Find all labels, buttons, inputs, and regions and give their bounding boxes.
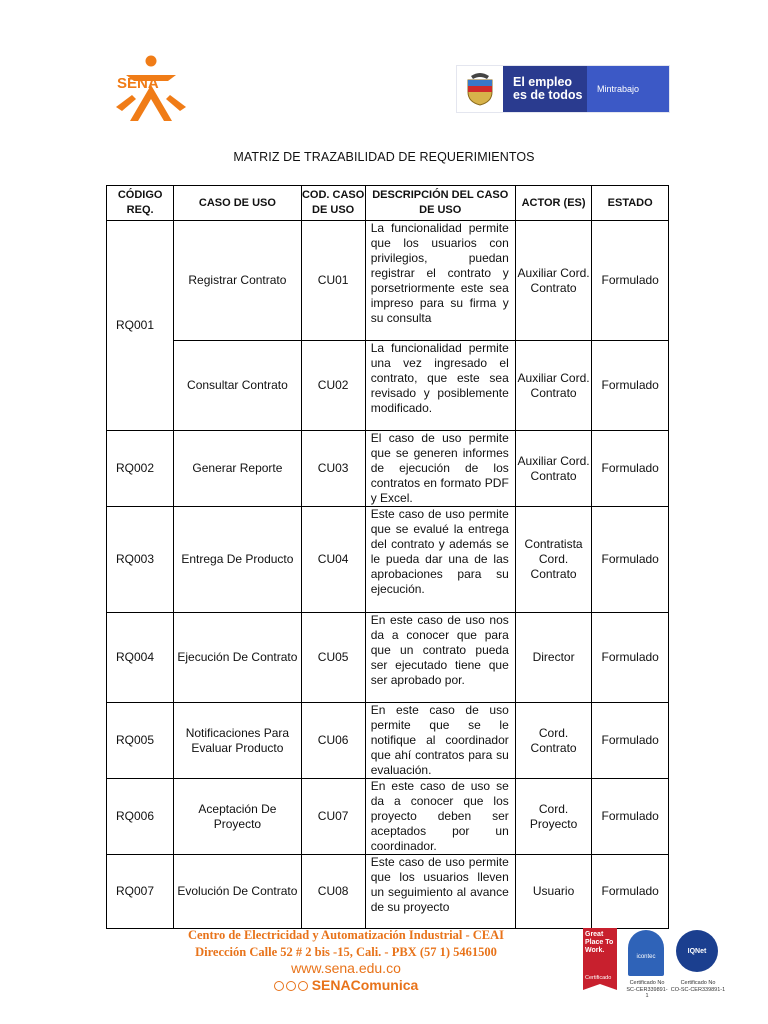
- header-use-case: CASO DE USO: [174, 186, 301, 221]
- header-actors: ACTOR (ES): [515, 186, 592, 221]
- government-banner: [457, 66, 669, 112]
- svg-text:SENA: SENA: [117, 75, 159, 92]
- gov-slogan: El empleo es de todos: [503, 66, 587, 112]
- use-case-code: CU07: [301, 779, 365, 855]
- req-code: RQ003: [107, 507, 174, 613]
- use-case-description: La funcionalidad permite que los usuarios con privilegios, puedan registrar el contrato y porsetriormente este sea impreso para su firma y su consulta: [365, 221, 515, 341]
- use-case-code: CU01: [301, 221, 365, 341]
- sena-logo: [112, 55, 190, 131]
- status: Formulado: [592, 507, 669, 613]
- use-case-name: Evolución De Contrato: [174, 855, 301, 929]
- use-case-description: Este caso de uso permite que se evalué la entrega del contrato y además se le pueda dar una de las aprobaciones para su ejecución.: [365, 507, 515, 613]
- footer-address: Dirección Calle 52 # 2 bis -15, Cali. - PBX (57 1) 5461500: [195, 945, 497, 959]
- gov-ministry: Mintrabajo: [587, 66, 669, 112]
- table-row: [107, 431, 669, 507]
- use-case-name: Ejecución De Contrato: [174, 613, 301, 703]
- use-case-code: CU02: [301, 341, 365, 431]
- use-case-name: Entrega De Producto: [174, 507, 301, 613]
- certificate-number-1: Certificado No SC-CER339891-1: [626, 980, 668, 999]
- social-handle[interactable]: SENAComunica: [311, 977, 419, 993]
- actor: Contratista Cord. Contrato: [515, 507, 592, 613]
- status: Formulado: [592, 703, 669, 779]
- table-row: [107, 855, 669, 929]
- header-code-req: CÓDIGO REQ.: [107, 186, 174, 221]
- table-row: [107, 341, 669, 431]
- social-icons: [274, 981, 308, 991]
- status: Formulado: [592, 855, 669, 929]
- req-code: RQ004: [107, 613, 174, 703]
- req-code: RQ006: [107, 779, 174, 855]
- header-description: DESCRIPCIÓN DEL CASO DE USO: [365, 186, 515, 221]
- footer-center-name: Centro de Electricidad y Automatización Industrial - CEAI: [187, 928, 505, 942]
- req-code: RQ007: [107, 855, 174, 929]
- table-row: [107, 507, 669, 613]
- status: Formulado: [592, 779, 669, 855]
- actor: Cord. Contrato: [515, 703, 592, 779]
- status: Formulado: [592, 221, 669, 341]
- facebook-icon[interactable]: [298, 981, 308, 991]
- table-row: [107, 613, 669, 703]
- footer-website-link[interactable]: www.sena.edu.co: [291, 960, 401, 976]
- great-place-to-work-badge: Great Place To Work. Certificado: [583, 928, 617, 990]
- table-header-row: [107, 186, 669, 221]
- use-case-name: Consultar Contrato: [174, 341, 301, 431]
- actor: Auxiliar Cord. Contrato: [515, 431, 592, 507]
- use-case-description: En este caso de uso se da a conocer que los proyecto deben ser aceptados por un coordinador.: [365, 779, 515, 855]
- table-row: [107, 221, 669, 341]
- header-use-case-code: COD. CASO DE USO: [301, 186, 365, 221]
- use-case-name: Generar Reporte: [174, 431, 301, 507]
- use-case-code: CU03: [301, 431, 365, 507]
- instagram-icon[interactable]: [286, 981, 296, 991]
- use-case-code: CU08: [301, 855, 365, 929]
- twitter-icon[interactable]: [274, 981, 284, 991]
- use-case-description: Este caso de uso permite que los usuarios lleven un seguimiento al avance de su proyecto: [365, 855, 515, 929]
- actor: Usuario: [515, 855, 592, 929]
- document-title: MATRIZ DE TRAZABILIDAD DE REQUERIMIENTOS: [233, 150, 535, 164]
- actor: Cord. Proyecto: [515, 779, 592, 855]
- use-case-description: La funcionalidad permite una vez ingresado el contrato, que este sea revisado y posiblemente modificado.: [365, 341, 515, 431]
- table-row: [107, 703, 669, 779]
- footer-social: [0, 977, 730, 993]
- certificate-number-2: Certificado No CO-SC-CER339891-1: [670, 980, 726, 993]
- req-code: RQ005: [107, 703, 174, 779]
- use-case-name: Notificaciones Para Evaluar Producto: [174, 703, 301, 779]
- table-row: [107, 779, 669, 855]
- status: Formulado: [592, 431, 669, 507]
- colombia-shield-icon: [457, 66, 503, 112]
- actor: Auxiliar Cord. Contrato: [515, 221, 592, 341]
- actor: Director: [515, 613, 592, 703]
- req-code: RQ001: [107, 221, 174, 431]
- header-status: ESTADO: [592, 186, 669, 221]
- use-case-code: CU06: [301, 703, 365, 779]
- status: Formulado: [592, 613, 669, 703]
- use-case-code: CU05: [301, 613, 365, 703]
- use-case-description: El caso de uso permite que se generen informes de ejecución de los contratos en formato PDF y Excel.: [365, 431, 515, 507]
- actor: Auxiliar Cord. Contrato: [515, 341, 592, 431]
- iqnet-badge: IQNet: [676, 930, 718, 972]
- status: Formulado: [592, 341, 669, 431]
- req-code: RQ002: [107, 431, 174, 507]
- use-case-description: En este caso de uso nos da a conocer que para que un contrato pueda ser ejecutado tiene que ser aprobado por.: [365, 613, 515, 703]
- traceability-matrix-table: [106, 185, 669, 929]
- use-case-description: En este caso de uso permite que se le notifique al coordinador que ahí contratos para su evaluación.: [365, 703, 515, 779]
- icontec-badge: icontec: [628, 930, 664, 976]
- use-case-name: Registrar Contrato: [174, 221, 301, 341]
- use-case-name: Aceptación De Proyecto: [174, 779, 301, 855]
- use-case-code: CU04: [301, 507, 365, 613]
